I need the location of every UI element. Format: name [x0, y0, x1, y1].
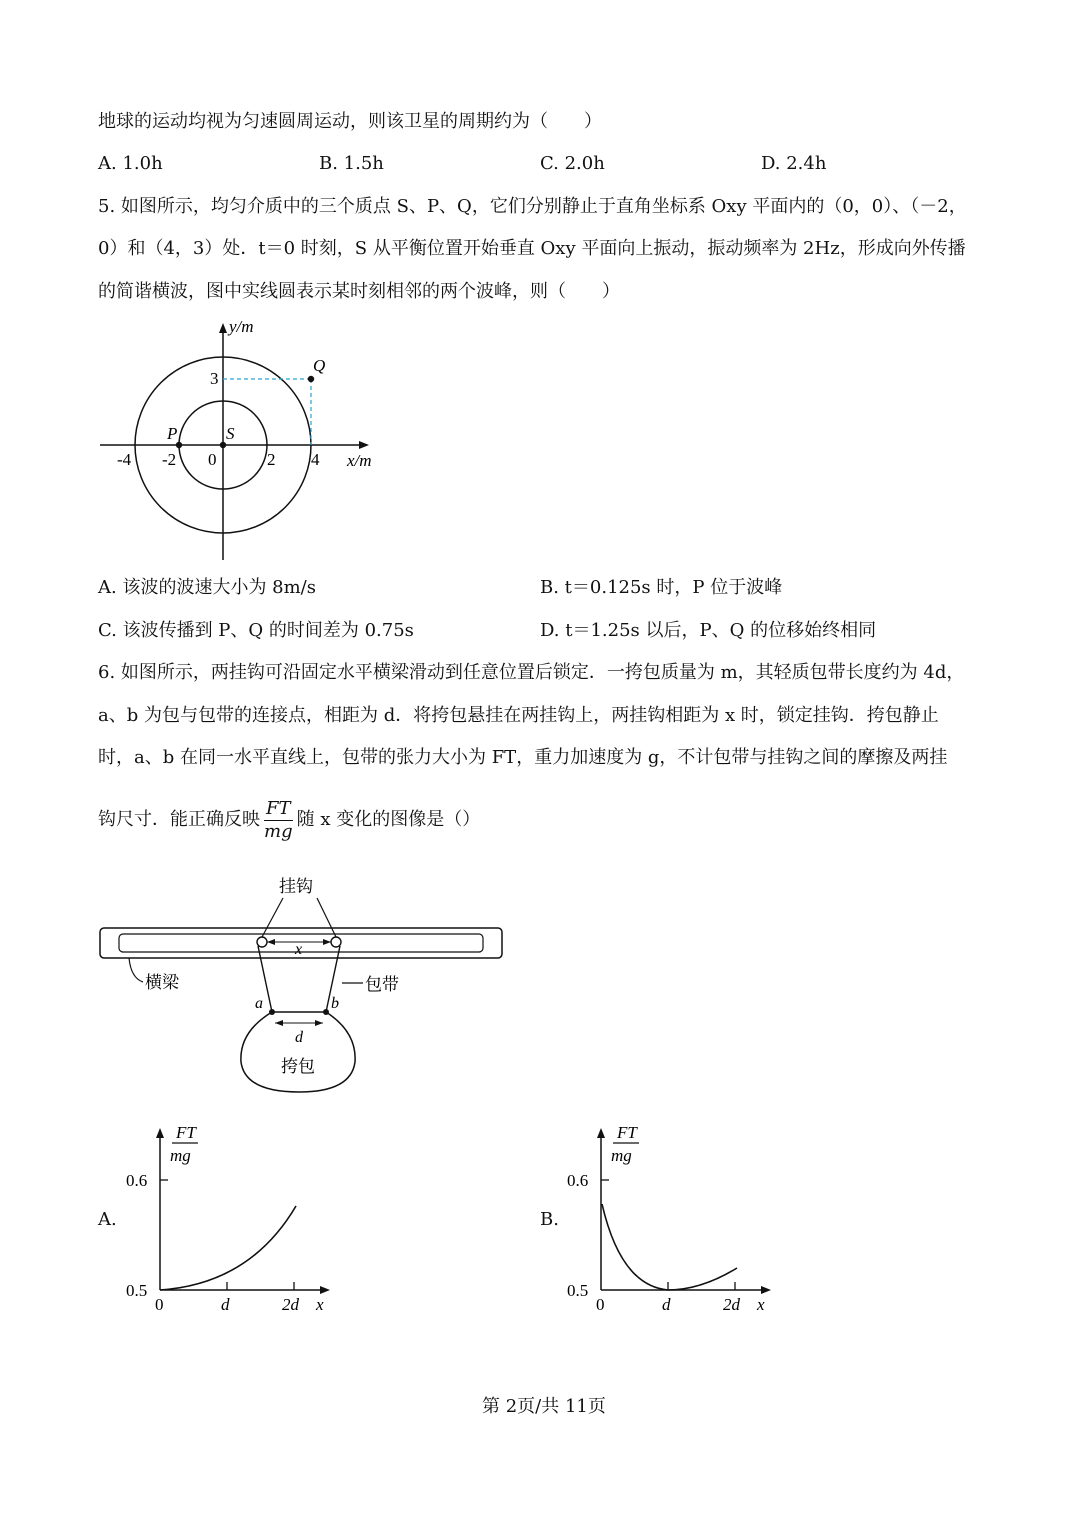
x-dim-arrow-left	[267, 939, 275, 945]
y-axis-arrow	[219, 323, 227, 333]
label-q: Q	[313, 356, 326, 375]
graph-b-ytick-label-06: 0.6	[567, 1171, 589, 1190]
q6-graph-b-option: B.	[540, 1209, 559, 1230]
x-axis-label: x/m	[347, 451, 372, 470]
q5-option-a: A. 该波的波速大小为 8m/s	[98, 577, 316, 598]
q6-stem-line1: 6. 如图所示，两挂钩可沿固定水平横梁滑动到任意位置后锁定．一挎包质量为 m，其轻质包带长度约为 4d，	[98, 662, 965, 683]
label-a: a	[255, 995, 263, 1012]
q4-option-d: D. 2.4h	[761, 153, 827, 174]
tick-x-2: 2	[267, 450, 276, 469]
q6-stem-line4-after: 随 x 变化的图像是（）	[296, 809, 481, 830]
tick-x-0: 0	[208, 450, 217, 469]
graph-b-curve	[602, 1204, 737, 1290]
graph-b-x-axis-label: x	[757, 1295, 765, 1314]
q5-option-d: D. t＝1.25s 以后，P、Q 的位移始终相同	[540, 620, 877, 641]
q6-graph-a	[120, 1118, 360, 1328]
graph-a-x-arrow	[320, 1286, 330, 1294]
tick-x-neg4: -4	[117, 450, 132, 469]
d-dim-arrow-right	[315, 1020, 323, 1026]
hook-leader-left	[262, 898, 283, 937]
graph-a-ytick-label-05: 0.5	[126, 1281, 148, 1300]
q4-option-c: C. 2.0h	[540, 153, 605, 174]
graph-b-xtick-label-d: d	[662, 1295, 671, 1314]
tick-x-4: 4	[311, 450, 320, 469]
hook-label: 挂钩	[279, 877, 313, 896]
q6-stem-line4	[98, 796, 480, 844]
point-q	[308, 376, 314, 382]
page-footer: 第 2页/共 11页	[482, 1396, 606, 1417]
beam-label: 横梁	[145, 973, 179, 992]
tick-y-3: 3	[210, 369, 219, 388]
label-p: P	[167, 424, 178, 443]
q6-graph-a-option: A.	[98, 1209, 117, 1230]
q6-hanger-figure	[95, 870, 515, 1110]
graph-a-xtick-label-2d: 2d	[282, 1295, 299, 1314]
d-dimension-label: d	[295, 1029, 303, 1046]
point-a	[269, 1009, 275, 1015]
left-hook	[257, 937, 267, 947]
graph-b-xtick-label-2d: 2d	[723, 1295, 740, 1314]
q5-stem-line3: 的简谐横波，图中实线圆表示某时刻相邻的两个波峰，则（ ）	[98, 281, 620, 302]
beam-leader	[129, 958, 143, 982]
x-dim-arrow-right	[323, 939, 331, 945]
q5-wave-figure	[95, 315, 385, 565]
y-axis-label: y/m	[229, 317, 254, 336]
graph-b-ylabel-num: FT	[617, 1123, 637, 1142]
right-hook	[331, 937, 341, 947]
graph-b-xtick-label-0: 0	[596, 1295, 605, 1314]
graph-b-x-arrow	[761, 1286, 771, 1294]
fraction-numerator: FT	[264, 798, 293, 821]
q4-option-a: A. 1.0h	[98, 153, 163, 174]
label-s: S	[226, 424, 235, 443]
d-dim-arrow-left	[275, 1020, 283, 1026]
graph-a-xtick-label-d: d	[221, 1295, 230, 1314]
q4-option-b: B. 1.5h	[319, 153, 384, 174]
q5-option-c: C. 该波传播到 P、Q 的时间差为 0.75s	[98, 620, 414, 641]
graph-b-ytick-label-05: 0.5	[567, 1281, 589, 1300]
graph-b-ylabel-den: mg	[611, 1146, 632, 1165]
x-dimension-label: x	[295, 941, 303, 958]
graph-a-x-axis-label: x	[316, 1295, 324, 1314]
x-axis-arrow	[359, 441, 369, 449]
ft-over-mg-fraction	[264, 798, 293, 843]
graph-a-xtick-label-0: 0	[155, 1295, 164, 1314]
q6-stem-line3: 时，a、b 在同一水平直线上，包带的张力大小为 FT，重力加速度为 g，不计包带与挂钩之间的摩擦及两挂	[98, 747, 948, 768]
graph-a-ytick-label-06: 0.6	[126, 1171, 148, 1190]
point-b	[323, 1009, 329, 1015]
bag-outline	[241, 1012, 355, 1092]
fraction-denominator: mg	[264, 820, 293, 842]
q5-stem-line2: 0）和（4，3）处．t＝0 时刻，S 从平衡位置开始垂直 Oxy 平面向上振动，振动频率为 2Hz，形成向外传播	[98, 238, 966, 259]
graph-a-ylabel-num: FT	[176, 1123, 196, 1142]
q6-stem-line4-before: 钩尺寸．能正确反映	[98, 809, 260, 830]
hook-leader-right	[317, 898, 336, 937]
tick-x-neg2: -2	[162, 450, 177, 469]
graph-a-y-arrow	[156, 1128, 164, 1138]
q6-stem-line2: a、b 为包与包带的连接点，相距为 d．将挎包悬挂在两挂钩上，两挂钩相距为 x 时，锁定挂钩．挎包静止	[98, 705, 939, 726]
graph-b-y-arrow	[597, 1128, 605, 1138]
q6-graph-b	[561, 1118, 801, 1328]
q4-stem-tail: 地球的运动均视为匀速圆周运动，则该卫星的周期约为（ ）	[98, 111, 602, 132]
bag-label: 挎包	[281, 1057, 315, 1076]
graph-a-curve	[160, 1206, 296, 1290]
q5-stem-line1: 5. 如图所示，均匀介质中的三个质点 S、P、Q，它们分别静止于直角坐标系 Oxy 平面内的（0，0）、（－2，	[98, 196, 967, 217]
strap-label: 包带	[365, 975, 399, 994]
q5-option-b: B. t＝0.125s 时，P 位于波峰	[540, 577, 783, 598]
graph-a-ylabel-den: mg	[170, 1146, 191, 1165]
label-b: b	[331, 995, 339, 1012]
